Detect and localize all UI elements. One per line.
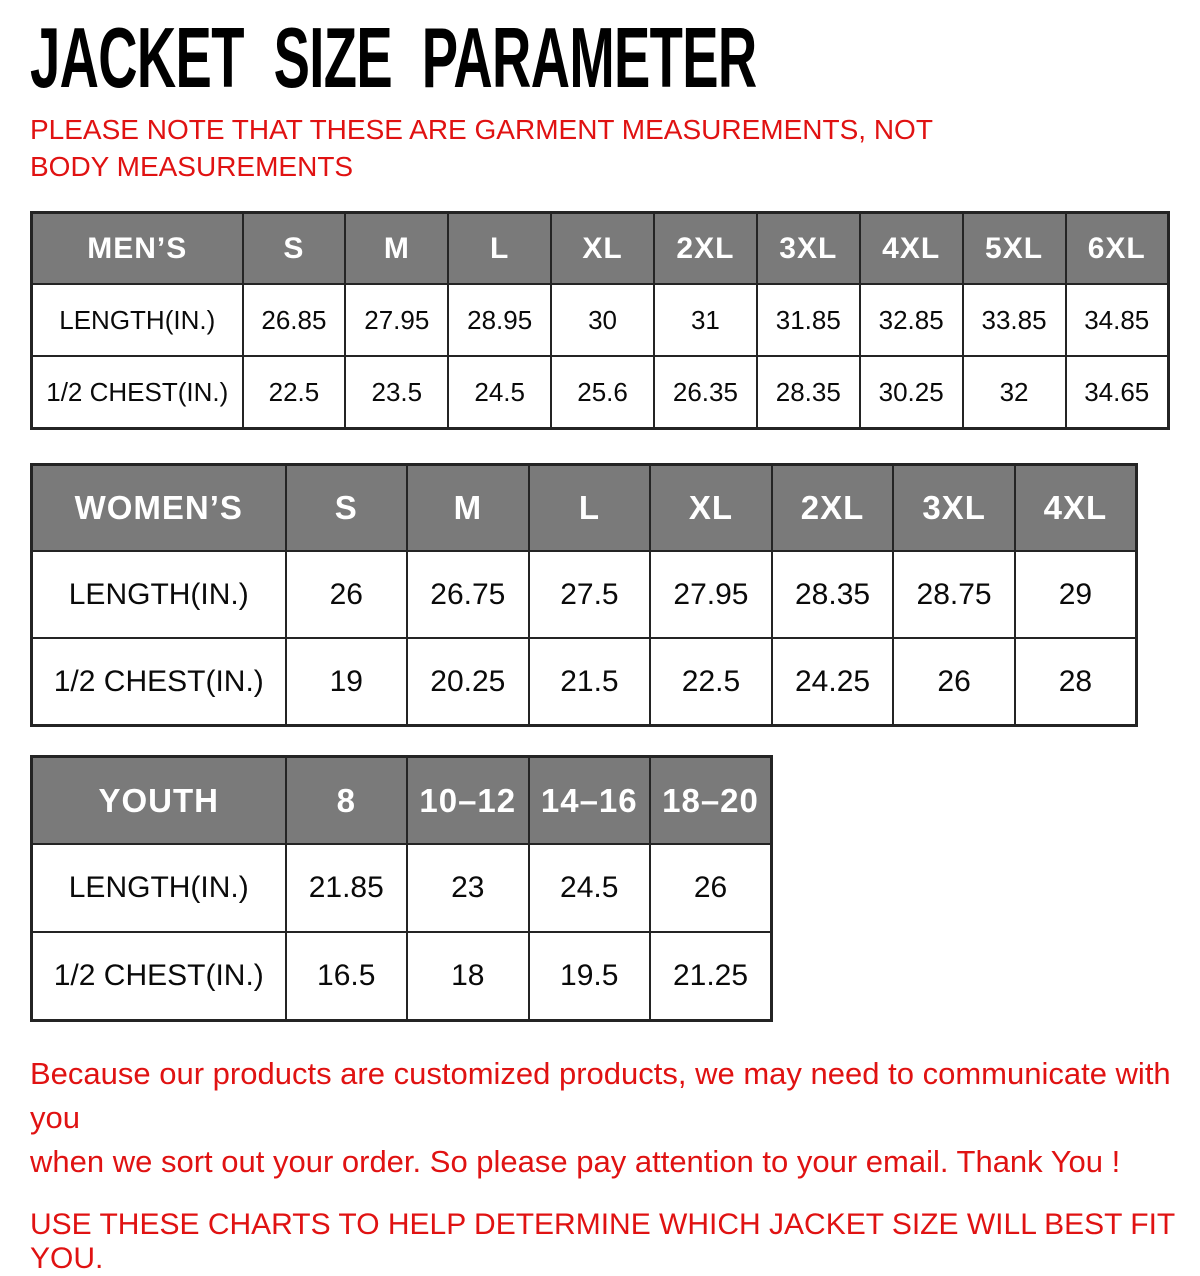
womens-row-label-cell: 1/2 CHEST(IN.) — [32, 638, 286, 725]
womens-header-row — [32, 464, 1137, 551]
youth-table-container — [0, 755, 1200, 1022]
mens-value-cell: 30.25 — [860, 356, 963, 428]
mens-value-cell: 32 — [963, 356, 1066, 428]
youth-table-title-cell: YOUTH — [32, 756, 286, 844]
mens-row-label-cell: LENGTH(IN.) — [32, 284, 243, 356]
womens-value-cell: 27.5 — [529, 551, 651, 638]
womens-size-header-cell: S — [286, 464, 408, 551]
womens-value-cell: 21.5 — [529, 638, 651, 725]
youth-data-row — [32, 844, 772, 932]
mens-size-header-cell: 2XL — [654, 212, 757, 284]
usage-note: USE THESE CHARTS TO HELP DETERMINE WHICH JACKET SIZE WILL BEST FIT YOU. — [30, 1207, 1175, 1275]
mens-table-container — [0, 211, 1200, 430]
youth-data-row — [32, 932, 772, 1020]
size-chart-page — [0, 11, 1200, 1275]
youth-value-cell: 19.5 — [529, 932, 651, 1020]
mens-value-cell: 26.35 — [654, 356, 757, 428]
mens-value-cell: 31.85 — [757, 284, 860, 356]
mens-data-row — [32, 284, 1169, 356]
womens-table-container — [0, 463, 1200, 727]
mens-size-header-cell: L — [448, 212, 551, 284]
womens-size-header-cell: 3XL — [893, 464, 1015, 551]
youth-size-header-cell: 10–12 — [407, 756, 529, 844]
customization-note-line2: when we sort out your order. So please pay attention to your email. Thank You ! — [30, 1143, 1121, 1179]
youth-size-header-cell: 8 — [286, 756, 408, 844]
mens-value-cell: 34.85 — [1066, 284, 1169, 356]
womens-value-cell: 29 — [1015, 551, 1137, 638]
mens-header-row — [32, 212, 1169, 284]
customization-note — [30, 1052, 1200, 1184]
womens-row-label-cell: LENGTH(IN.) — [32, 551, 286, 638]
womens-size-header-cell: 2XL — [772, 464, 894, 551]
womens-size-header-cell: 4XL — [1015, 464, 1137, 551]
youth-size-table — [30, 755, 773, 1022]
page-title: JACKET SIZE PARAMETER — [30, 11, 757, 106]
womens-data-row — [32, 551, 1137, 638]
mens-row-label-cell: 1/2 CHEST(IN.) — [32, 356, 243, 428]
mens-value-cell: 32.85 — [860, 284, 963, 356]
garment-measurement-note: PLEASE NOTE THAT THESE ARE GARMENT MEASUREMENTS, NOT BODY MEASUREMENTS — [30, 114, 933, 182]
womens-table-title-cell: WOMEN’S — [32, 464, 286, 551]
mens-value-cell: 27.95 — [345, 284, 448, 356]
youth-value-cell: 24.5 — [529, 844, 651, 932]
youth-row-label-cell: 1/2 CHEST(IN.) — [32, 932, 286, 1020]
youth-size-header-cell: 14–16 — [529, 756, 651, 844]
mens-value-cell: 24.5 — [448, 356, 551, 428]
womens-size-header-cell: M — [407, 464, 529, 551]
womens-value-cell: 27.95 — [650, 551, 772, 638]
mens-value-cell: 28.95 — [448, 284, 551, 356]
customization-note-line1: Because our products are customized products, we may need to communicate with you — [30, 1055, 1171, 1135]
womens-value-cell: 26 — [286, 551, 408, 638]
mens-size-header-cell: XL — [551, 212, 654, 284]
mens-size-header-cell: 3XL — [757, 212, 860, 284]
womens-value-cell: 24.25 — [772, 638, 894, 725]
mens-data-row — [32, 356, 1169, 428]
womens-value-cell: 26.75 — [407, 551, 529, 638]
mens-size-header-cell: 4XL — [860, 212, 963, 284]
youth-value-cell: 23 — [407, 844, 529, 932]
mens-value-cell: 26.85 — [243, 284, 346, 356]
womens-size-header-cell: XL — [650, 464, 772, 551]
youth-size-header-cell: 18–20 — [650, 756, 772, 844]
youth-value-cell: 16.5 — [286, 932, 408, 1020]
womens-value-cell: 28.75 — [893, 551, 1015, 638]
womens-value-cell: 26 — [893, 638, 1015, 725]
womens-value-cell: 22.5 — [650, 638, 772, 725]
mens-size-table — [30, 211, 1170, 430]
mens-size-header-cell: 5XL — [963, 212, 1066, 284]
womens-value-cell: 19 — [286, 638, 408, 725]
mens-size-header-cell: S — [243, 212, 346, 284]
youth-value-cell: 21.25 — [650, 932, 772, 1020]
mens-value-cell: 31 — [654, 284, 757, 356]
mens-value-cell: 30 — [551, 284, 654, 356]
mens-value-cell: 34.65 — [1066, 356, 1169, 428]
youth-value-cell: 18 — [407, 932, 529, 1020]
womens-value-cell: 28 — [1015, 638, 1137, 725]
womens-size-table — [30, 463, 1138, 727]
mens-value-cell: 22.5 — [243, 356, 346, 428]
youth-header-row — [32, 756, 772, 844]
youth-value-cell: 21.85 — [286, 844, 408, 932]
mens-value-cell: 25.6 — [551, 356, 654, 428]
youth-row-label-cell: LENGTH(IN.) — [32, 844, 286, 932]
womens-data-row — [32, 638, 1137, 725]
mens-size-header-cell: 6XL — [1066, 212, 1169, 284]
womens-value-cell: 28.35 — [772, 551, 894, 638]
mens-value-cell: 28.35 — [757, 356, 860, 428]
mens-table-title-cell: MEN’S — [32, 212, 243, 284]
womens-size-header-cell: L — [529, 464, 651, 551]
mens-value-cell: 23.5 — [345, 356, 448, 428]
mens-value-cell: 33.85 — [963, 284, 1066, 356]
youth-value-cell: 26 — [650, 844, 772, 932]
mens-size-header-cell: M — [345, 212, 448, 284]
womens-value-cell: 20.25 — [407, 638, 529, 725]
